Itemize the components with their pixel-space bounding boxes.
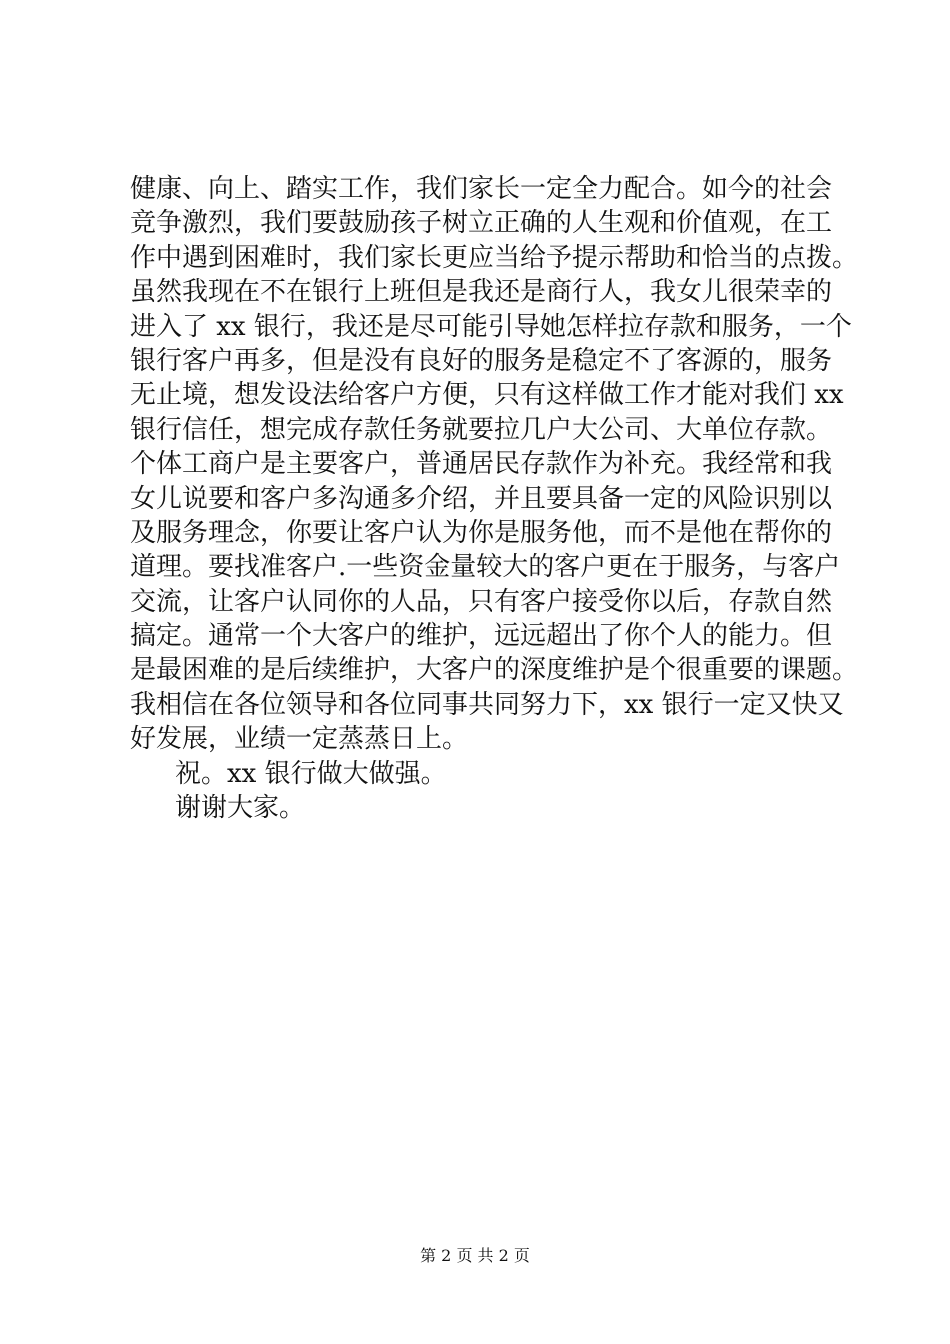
body-line: 无止境，想发设法给客户方便，只有这样做工作才能对我们 xx	[130, 380, 844, 411]
body-line: 银行信任，想完成存款任务就要拉几户大公司、大单位存款。	[130, 414, 833, 445]
page-number-label: 第 2 页 共 2 页	[420, 1246, 530, 1265]
body-line: 及服务理念，你要让客户认为你是服务他，而不是他在帮你的	[130, 517, 833, 548]
body-line: 竞争激烈，我们要鼓励孩子树立正确的人生观和价值观，在工	[130, 208, 833, 239]
closing-thanks: 谢谢大家。	[175, 793, 306, 824]
body-line: 交流，让客户认同你的人品，只有客户接受你以后，存款自然	[130, 586, 833, 617]
body-line: 虽然我现在不在银行上班但是我还是商行人，我女儿很荣幸的	[130, 277, 833, 308]
closing-wish: 祝。xx 银行做大做强。	[175, 758, 447, 789]
body-line: 是最困难的是后续维护，大客户的深度维护是个很重要的课题。	[130, 655, 859, 686]
body-line: 个体工商户是主要客户，普通居民存款作为补充。我经常和我	[130, 449, 833, 480]
body-line: 作中遇到困难时，我们家长更应当给予提示帮助和恰当的点拨。	[130, 242, 859, 273]
body-line: 道理。要找准客户.一些资金量较大的客户更在于服务，与客户	[130, 552, 841, 583]
body-line: 进入了 xx 银行，我还是尽可能引导她怎样拉存款和服务，一个	[130, 311, 852, 342]
body-line: 好发展，业绩一定蒸蒸日上。	[130, 724, 469, 755]
page-footer	[0, 1243, 950, 1266]
body-line: 女儿说要和客户多沟通多介绍，并且要具备一定的风险识别以	[130, 483, 833, 514]
body-line: 银行客户再多，但是没有良好的服务是稳定不了客源的，服务	[130, 345, 833, 376]
body-line: 健康、向上、踏实工作，我们家长一定全力配合。如今的社会	[130, 174, 833, 204]
body-line: 我相信在各位领导和各位同事共同努力下，xx 银行一定又快又	[130, 689, 844, 720]
body-line: 搞定。通常一个大客户的维护，远远超出了你个人的能力。但	[130, 621, 833, 652]
document-body	[130, 172, 860, 825]
